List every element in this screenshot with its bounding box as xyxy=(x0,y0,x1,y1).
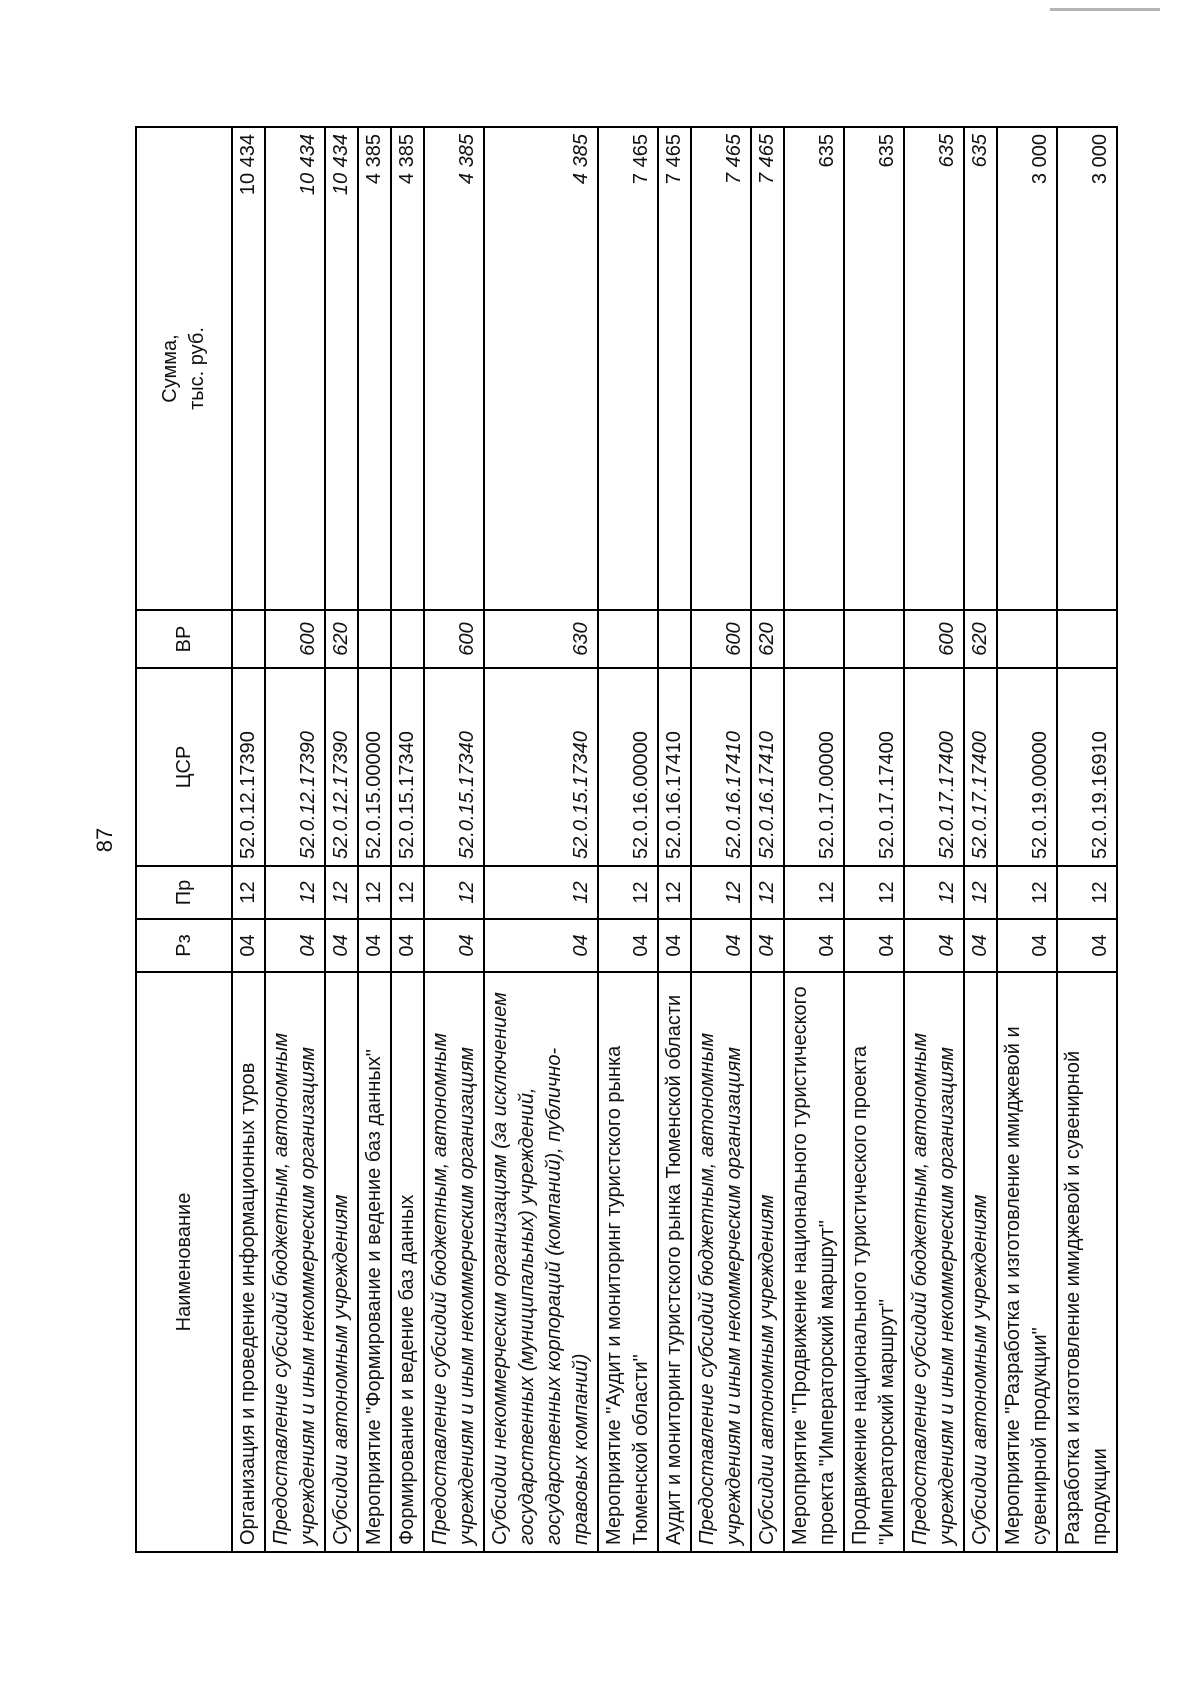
header-vr: ВР xyxy=(136,610,232,668)
cell-vr xyxy=(232,610,265,668)
cell-vr xyxy=(997,610,1057,668)
cell-name: Мероприятие "Аудит и мониторинг туристского рынка Тюменской области" xyxy=(598,972,658,1552)
table-row xyxy=(844,127,904,1552)
cell-pr: 12 xyxy=(964,866,997,919)
cell-vr xyxy=(598,610,658,668)
table-row xyxy=(997,127,1057,1552)
cell-sum: 635 xyxy=(964,127,997,610)
cell-csr: 52.0.19.00000 xyxy=(997,668,1057,866)
cell-name: Аудит и мониторинг туристского рынка Тюменской области xyxy=(658,972,691,1552)
cell-vr xyxy=(784,610,844,668)
cell-csr: 52.0.16.17410 xyxy=(751,668,784,866)
cell-csr: 52.0.15.17340 xyxy=(424,668,484,866)
table-row xyxy=(904,127,964,1552)
cell-csr: 52.0.12.17390 xyxy=(232,668,265,866)
cell-vr: 630 xyxy=(484,610,598,668)
cell-sum: 635 xyxy=(844,127,904,610)
cell-pr: 12 xyxy=(904,866,964,919)
cell-rz: 04 xyxy=(265,919,325,972)
cell-pr: 12 xyxy=(325,866,358,919)
table-row xyxy=(484,127,598,1552)
cell-pr: 12 xyxy=(658,866,691,919)
rotated-table-wrapper xyxy=(135,128,1111,1553)
cell-rz: 04 xyxy=(598,919,658,972)
cell-name: Субсидии автономным учреждениям xyxy=(751,972,784,1552)
cell-csr: 52.0.12.17390 xyxy=(325,668,358,866)
cell-name: Разработка и изготовление имиджевой и сувенирной продукции xyxy=(1057,972,1117,1552)
cell-vr: 620 xyxy=(964,610,997,668)
cell-csr: 52.0.17.17400 xyxy=(964,668,997,866)
cell-csr: 52.0.12.17390 xyxy=(265,668,325,866)
cell-pr: 12 xyxy=(784,866,844,919)
cell-name: Предоставление субсидий бюджетным, автономным учреждениям и иным некоммерческим организациям xyxy=(265,972,325,1552)
cell-sum: 10 434 xyxy=(265,127,325,610)
cell-csr: 52.0.16.17410 xyxy=(691,668,751,866)
header-csr: ЦСР xyxy=(136,668,232,866)
cell-name: Субсидии автономным учреждениям xyxy=(325,972,358,1552)
cell-rz: 04 xyxy=(391,919,424,972)
table-row xyxy=(751,127,784,1552)
cell-rz: 04 xyxy=(784,919,844,972)
cell-csr: 52.0.15.17340 xyxy=(391,668,424,866)
cell-sum: 7 465 xyxy=(658,127,691,610)
cell-sum: 4 385 xyxy=(358,127,391,610)
cell-vr: 620 xyxy=(751,610,784,668)
table-row xyxy=(232,127,265,1552)
cell-rz: 04 xyxy=(964,919,997,972)
cell-csr: 52.0.15.17340 xyxy=(484,668,598,866)
cell-vr: 600 xyxy=(691,610,751,668)
cell-csr: 52.0.16.17410 xyxy=(658,668,691,866)
header-row xyxy=(136,127,232,1552)
table-row xyxy=(658,127,691,1552)
cell-pr: 12 xyxy=(751,866,784,919)
cell-csr: 52.0.15.00000 xyxy=(358,668,391,866)
table-row xyxy=(265,127,325,1552)
cell-pr: 12 xyxy=(232,866,265,919)
header-pr: Пр xyxy=(136,866,232,919)
scan-edge-mark xyxy=(1050,8,1160,11)
cell-sum: 4 385 xyxy=(391,127,424,610)
cell-vr xyxy=(658,610,691,668)
cell-pr: 12 xyxy=(844,866,904,919)
cell-vr: 620 xyxy=(325,610,358,668)
table-row xyxy=(598,127,658,1552)
cell-rz: 04 xyxy=(325,919,358,972)
cell-vr xyxy=(358,610,391,668)
cell-rz: 04 xyxy=(1057,919,1117,972)
cell-pr: 12 xyxy=(391,866,424,919)
cell-pr: 12 xyxy=(997,866,1057,919)
header-sum-line1: Сумма, xyxy=(159,334,181,403)
cell-pr: 12 xyxy=(265,866,325,919)
cell-pr: 12 xyxy=(691,866,751,919)
table-row xyxy=(325,127,358,1552)
header-sum xyxy=(136,127,232,610)
cell-vr xyxy=(844,610,904,668)
cell-csr: 52.0.17.00000 xyxy=(784,668,844,866)
cell-sum: 7 465 xyxy=(691,127,751,610)
cell-vr: 600 xyxy=(424,610,484,668)
cell-sum: 10 434 xyxy=(325,127,358,610)
cell-pr: 12 xyxy=(484,866,598,919)
cell-rz: 04 xyxy=(232,919,265,972)
table-row xyxy=(358,127,391,1552)
cell-pr: 12 xyxy=(424,866,484,919)
cell-sum: 7 465 xyxy=(751,127,784,610)
cell-name: Субсидии некоммерческим организациям (за исключением государственных (муниципальных) учреждений, государственных корпораций (компаний), публично-правовых компаний) xyxy=(484,972,598,1552)
table-row xyxy=(691,127,751,1552)
cell-sum: 10 434 xyxy=(232,127,265,610)
header-sum-line2: тыс. руб. xyxy=(186,327,208,410)
cell-csr: 52.0.17.17400 xyxy=(904,668,964,866)
cell-rz: 04 xyxy=(658,919,691,972)
cell-name: Организация и проведение информационных туров xyxy=(232,972,265,1552)
cell-csr: 52.0.19.16910 xyxy=(1057,668,1117,866)
table-body xyxy=(232,127,1117,1552)
table-row xyxy=(391,127,424,1552)
cell-sum: 3 000 xyxy=(1057,127,1117,610)
table-row xyxy=(784,127,844,1552)
cell-name: Мероприятие "Продвижение национального туристического проекта "Императорский маршрут" xyxy=(784,972,844,1552)
header-name: Наименование xyxy=(136,972,232,1552)
cell-rz: 04 xyxy=(484,919,598,972)
cell-vr: 600 xyxy=(904,610,964,668)
cell-name: Формирование и ведение баз данных xyxy=(391,972,424,1552)
cell-name: Мероприятие "Разработка и изготовление имиджевой и сувенирной продукции" xyxy=(997,972,1057,1552)
cell-sum: 635 xyxy=(904,127,964,610)
table-row xyxy=(964,127,997,1552)
cell-vr xyxy=(1057,610,1117,668)
cell-rz: 04 xyxy=(904,919,964,972)
cell-name: Предоставление субсидий бюджетным, автономным учреждениям и иным некоммерческим организациям xyxy=(424,972,484,1552)
cell-sum: 635 xyxy=(784,127,844,610)
header-rz: Рз xyxy=(136,919,232,972)
table-row xyxy=(1057,127,1117,1552)
cell-name: Предоставление субсидий бюджетным, автономным учреждениям и иным некоммерческим организациям xyxy=(691,972,751,1552)
cell-csr: 52.0.16.00000 xyxy=(598,668,658,866)
cell-sum: 4 385 xyxy=(424,127,484,610)
cell-name: Субсидии автономным учреждениям xyxy=(964,972,997,1552)
cell-pr: 12 xyxy=(1057,866,1117,919)
cell-vr xyxy=(391,610,424,668)
page-number: 87 xyxy=(92,827,117,853)
cell-rz: 04 xyxy=(997,919,1057,972)
cell-name: Мероприятие "Формирование и ведение баз данных" xyxy=(358,972,391,1552)
cell-rz: 04 xyxy=(358,919,391,972)
cell-name: Предоставление субсидий бюджетным, автономным учреждениям и иным некоммерческим организациям xyxy=(904,972,964,1552)
cell-vr: 600 xyxy=(265,610,325,668)
cell-name: Продвижение национального туристического проекта "Императорский маршрут" xyxy=(844,972,904,1552)
cell-rz: 04 xyxy=(844,919,904,972)
cell-pr: 12 xyxy=(358,866,391,919)
cell-pr: 12 xyxy=(598,866,658,919)
cell-csr: 52.0.17.17400 xyxy=(844,668,904,866)
cell-sum: 4 385 xyxy=(484,127,598,610)
cell-sum: 3 000 xyxy=(997,127,1057,610)
cell-rz: 04 xyxy=(691,919,751,972)
table-row xyxy=(424,127,484,1552)
cell-rz: 04 xyxy=(751,919,784,972)
cell-sum: 7 465 xyxy=(598,127,658,610)
budget-table xyxy=(135,126,1118,1553)
cell-rz: 04 xyxy=(424,919,484,972)
